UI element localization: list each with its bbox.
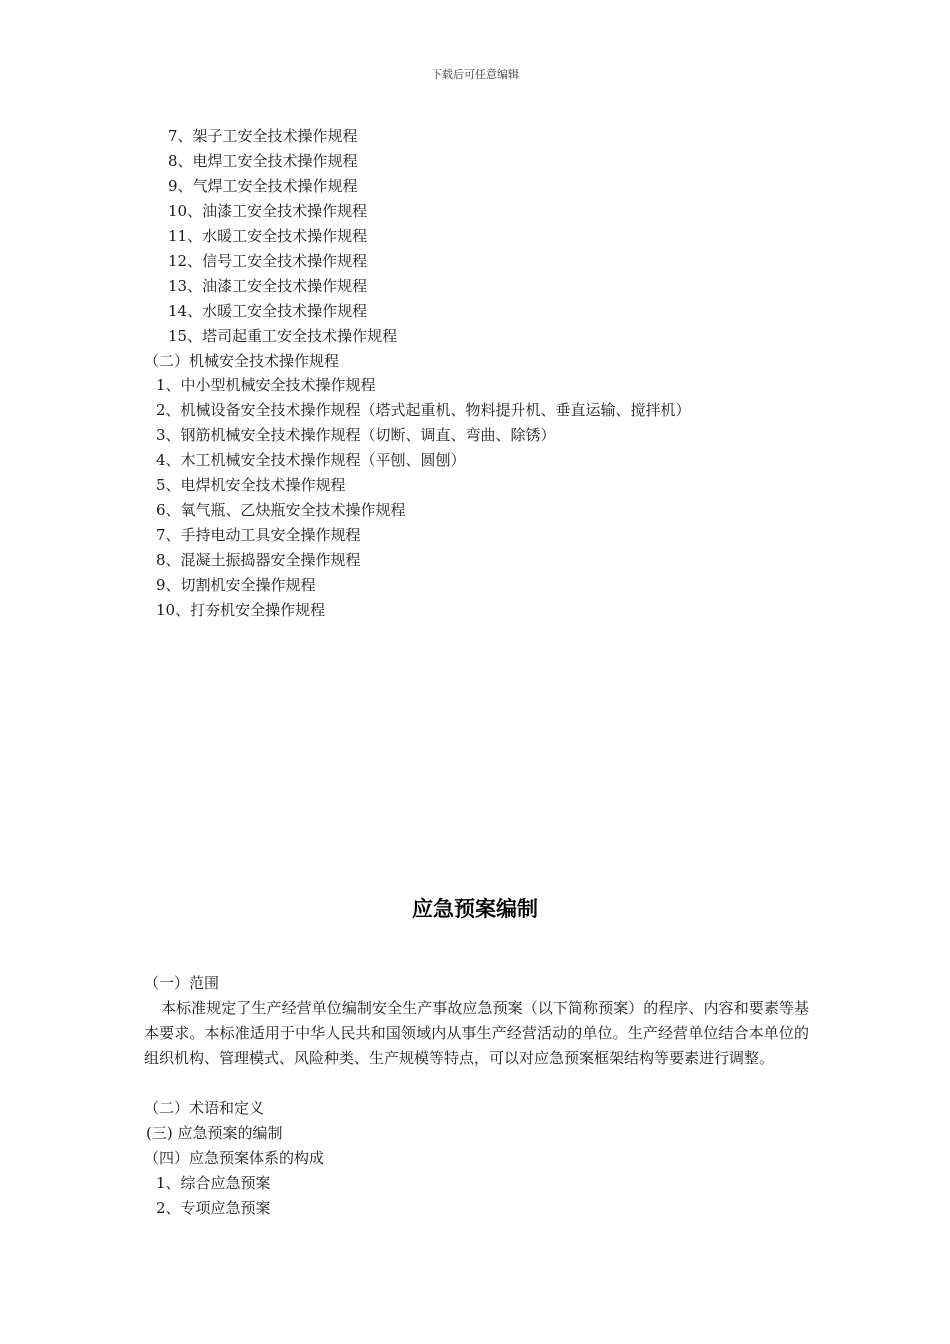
list-item: 14、水暖工安全技术操作规程 <box>168 302 368 320</box>
list-item: 1、中小型机械安全技术操作规程 <box>156 376 376 394</box>
list-item: 3、钢筋机械安全技术操作规程（切断、调直、弯曲、除锈） <box>156 426 556 444</box>
scope-heading: （一）范围 <box>144 974 220 992</box>
terms-heading: （二）术语和定义 <box>144 1099 265 1117</box>
list-item: 1、综合应急预案 <box>156 1174 271 1192</box>
compile-heading: (三) 应急预案的编制 <box>146 1124 283 1142</box>
list-item: 15、塔司起重工安全技术操作规程 <box>168 327 398 345</box>
list-item: 10、油漆工安全技术操作规程 <box>168 202 368 220</box>
page-header-note: 下载后可任意编辑 <box>431 68 519 81</box>
list-item: 7、架子工安全技术操作规程 <box>168 127 358 145</box>
list-item: 6、氧气瓶、乙炔瓶安全技术操作规程 <box>156 501 406 519</box>
list-item: 7、手持电动工具安全操作规程 <box>156 526 361 544</box>
list-item: 10、打夯机安全操作规程 <box>156 601 326 619</box>
list-item: 12、信号工安全技术操作规程 <box>168 252 368 270</box>
list-item: 2、机械设备安全技术操作规程（塔式起重机、物料提升机、垂直运输、搅拌机） <box>156 401 691 419</box>
list-item: 4、木工机械安全技术操作规程（平刨、圆刨） <box>156 451 466 469</box>
list-item: 8、混凝土振捣器安全操作规程 <box>156 551 361 569</box>
section-title: 应急预案编制 <box>412 897 538 921</box>
list-item: 11、水暖工安全技术操作规程 <box>168 227 368 245</box>
list-item: 9、切割机安全操作规程 <box>156 576 316 594</box>
scope-paragraph: 本标准规定了生产经营单位编制安全生产事故应急预案（以下简称预案）的程序、内容和要素等基本要求。本标准适用于中华人民共和国领域内从事生产经营活动的单位。生产经营单位结合本单位的组织机构、管理模式、风险种类、生产规模等特点，可以对应急预案框架结构等要素进行调整。 <box>144 999 809 1067</box>
list-item: 9、气焊工安全技术操作规程 <box>168 177 358 195</box>
section-heading-machinery: （二）机械安全技术操作规程 <box>144 352 340 370</box>
system-heading: （四）应急预案体系的构成 <box>144 1149 325 1167</box>
list-item: 8、电焊工安全技术操作规程 <box>168 152 358 170</box>
list-item: 2、专项应急预案 <box>156 1199 271 1217</box>
list-item: 5、电焊机安全技术操作规程 <box>156 476 346 494</box>
list-item: 13、油漆工安全技术操作规程 <box>168 277 368 295</box>
